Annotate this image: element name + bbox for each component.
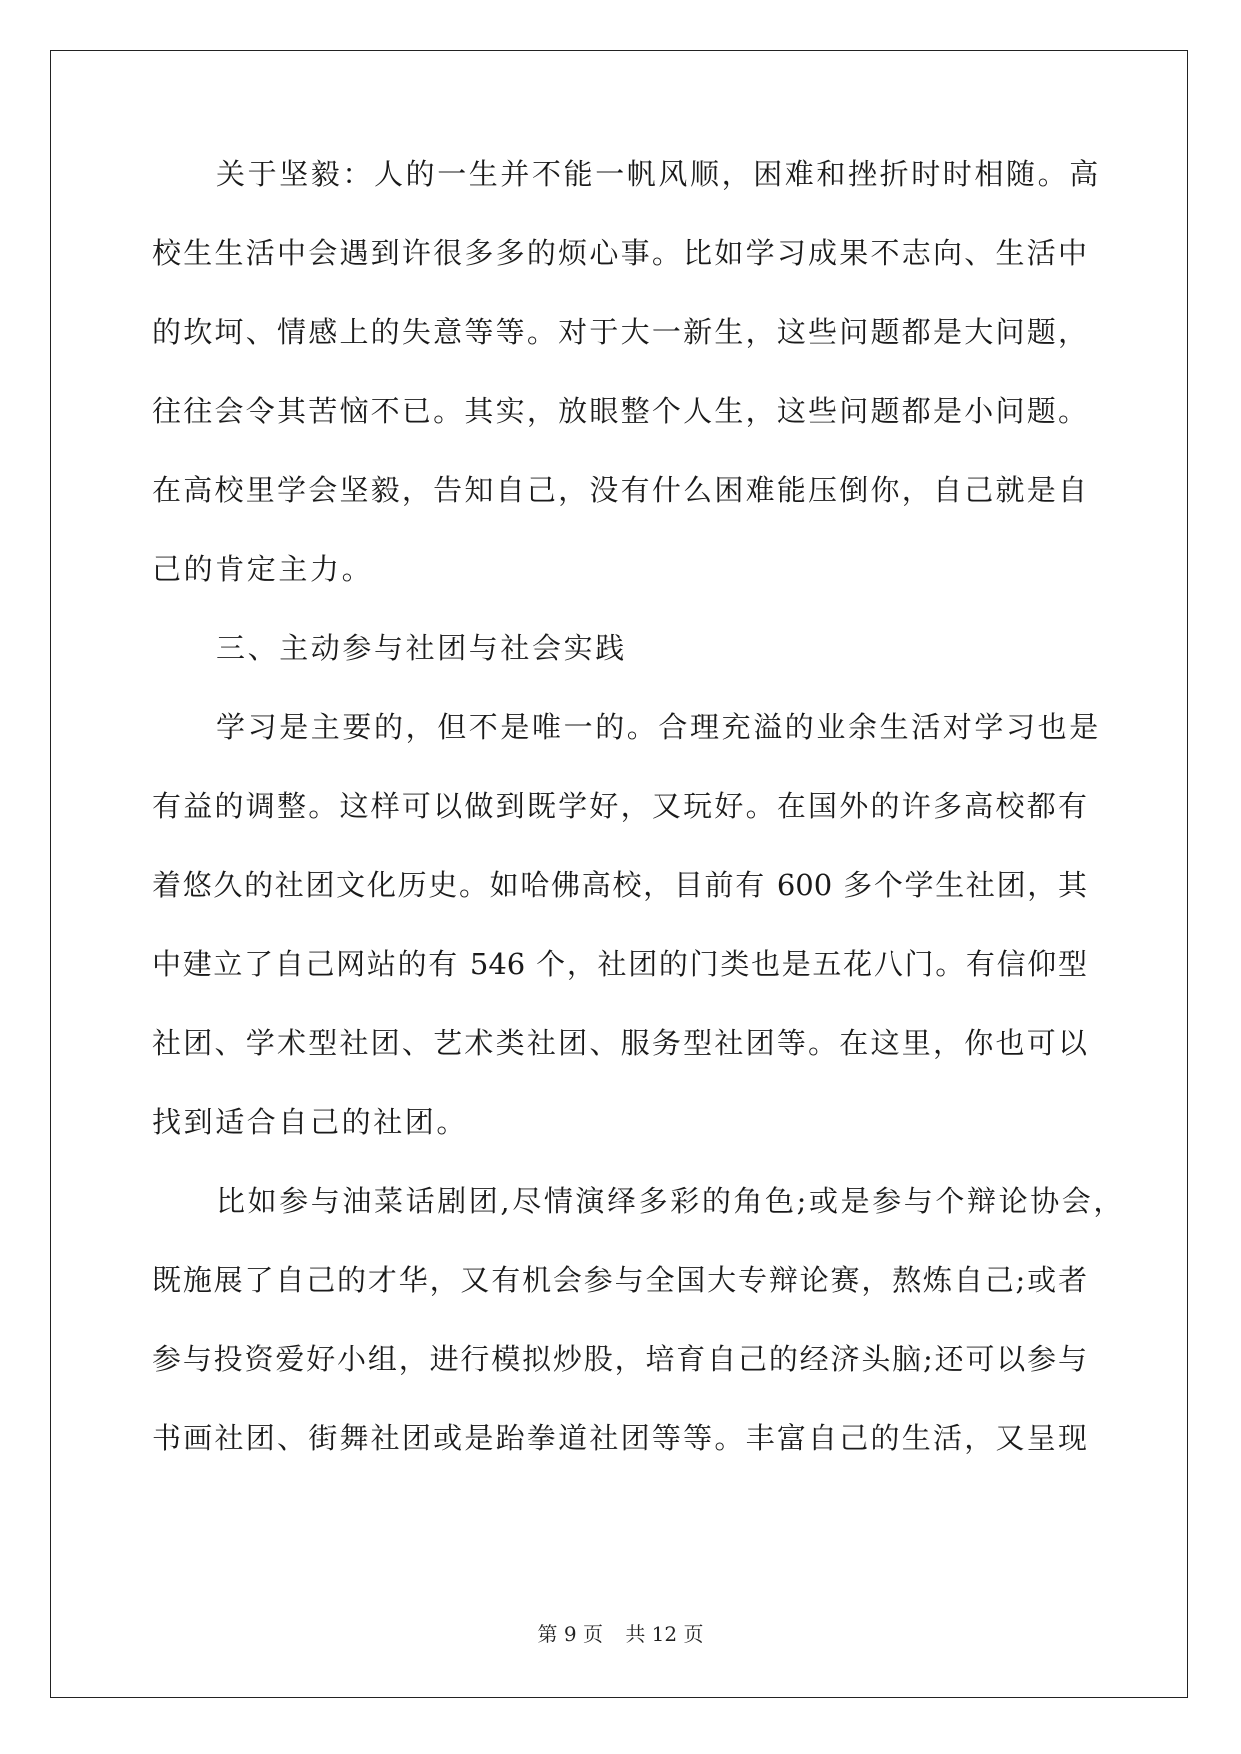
paragraph-line: 中建立了自己网站的有 546 个，社团的门类也是五花八门。有信仰型 bbox=[152, 947, 1087, 981]
document-body bbox=[152, 155, 1125, 1498]
paragraph-line: 往往会令其苦恼不已。其实，放眼整个人生，这些问题都是小问题。 bbox=[152, 394, 1087, 428]
paragraph-line: 比如参与油菜话剧团,尽情演绎多彩的角色;或是参与个辩论协会， bbox=[216, 1184, 1125, 1218]
paragraph-line: 己的肯定主力。 bbox=[152, 552, 374, 586]
current-page-number: 第 9 页 bbox=[537, 1622, 603, 1646]
section-heading: 三、主动参与社团与社会实践 bbox=[216, 631, 627, 665]
paragraph-line: 找到适合自己的社团。 bbox=[152, 1105, 469, 1139]
paragraph-line: 有益的调整。这样可以做到既学好，又玩好。在国外的许多高校都有 bbox=[152, 789, 1087, 823]
total-page-count: 共 12 页 bbox=[625, 1622, 704, 1646]
page-footer bbox=[0, 1618, 1241, 1647]
paragraph-line: 书画社团、街舞社团或是跆拳道社团等等。丰富自己的生活，又呈现 bbox=[152, 1421, 1087, 1455]
paragraph-line: 社团、学术型社团、艺术类社团、服务型社团等。在这里，你也可以 bbox=[152, 1026, 1087, 1060]
paragraph-line: 在高校里学会坚毅，告知自己，没有什么困难能压倒你，自己就是自 bbox=[152, 473, 1087, 507]
paragraph-line: 关于坚毅：人的一生并不能一帆风顺，困难和挫折时时相随。高 bbox=[216, 157, 1101, 191]
paragraph-line: 学习是主要的，但不是唯一的。合理充溢的业余生活对学习也是 bbox=[216, 710, 1101, 744]
paragraph-line: 着悠久的社团文化历史。如哈佛高校，目前有 600 多个学生社团，其 bbox=[152, 868, 1087, 902]
paragraph-line: 参与投资爱好小组，进行模拟炒股，培育自己的经济头脑;还可以参与 bbox=[152, 1342, 1087, 1376]
paragraph-line: 的坎坷、情感上的失意等等。对于大一新生，这些问题都是大问题， bbox=[152, 315, 1087, 349]
paragraph-line: 校生生活中会遇到许很多多的烦心事。比如学习成果不志向、生活中 bbox=[152, 236, 1087, 270]
paragraph-line: 既施展了自己的才华，又有机会参与全国大专辩论赛，熬炼自己;或者 bbox=[152, 1263, 1087, 1297]
